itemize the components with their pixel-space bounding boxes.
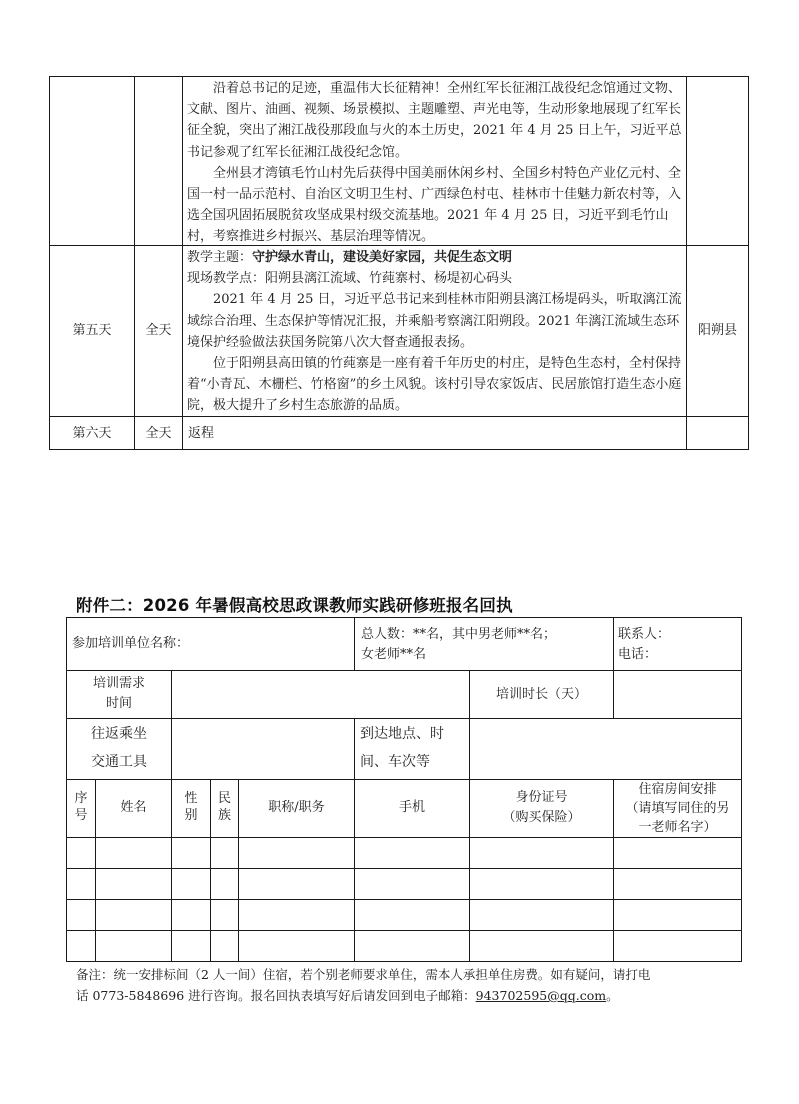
table-border-bottom (66, 961, 742, 962)
col-room-3: 一老师名字） (638, 820, 717, 835)
training-time-label-1: 培训需求 (92, 676, 145, 691)
note-line-1: 备注：统一安排标间（2 人一间）住宿，若个别老师要求单住，需本人承担单住房费。如有疑问，请打电 (76, 967, 651, 982)
col-ethnicity-2: 族 (217, 808, 231, 823)
column-divider (354, 718, 355, 780)
day5-location: 阳朔县 (697, 323, 737, 338)
column-divider (686, 76, 687, 450)
note-line-2-end: 。 (606, 988, 619, 1003)
table-border-top (66, 617, 742, 618)
arrival-input[interactable] (471, 720, 740, 778)
paragraph: 2021 年 4 月 25 日，习近平总书记来到桂林市阳朔县漓江杨堤码头，听取漓江流域综合治理、生态保护等情况汇报，并乘船考察漓江阳朔段。2021 年漓江流域生态环境保护经验做法获国务院第八次大督查通报表扬。 (187, 292, 682, 350)
theme-label: 教学主题： (187, 250, 253, 265)
col-seq-2: 号 (74, 808, 88, 823)
col-gender (172, 790, 210, 824)
transport-input[interactable] (173, 720, 353, 778)
table-row[interactable] (67, 870, 741, 899)
duration-input[interactable] (615, 672, 740, 717)
table-border-bottom (49, 449, 749, 450)
col-room-2: （请填写同住的另 (625, 801, 730, 816)
headcount-line-2: 女老师**名 (361, 647, 427, 662)
table-row[interactable] (67, 932, 741, 961)
form-title: 附件二：2026 年暑假高校思政课教师实践研修班报名回执 (76, 596, 513, 615)
day6-time: 全天 (145, 426, 172, 441)
contact-field[interactable]: 联系人： (618, 627, 671, 642)
training-time-input[interactable] (173, 672, 468, 717)
continued-row-content (187, 78, 683, 248)
table-row[interactable] (67, 839, 741, 868)
day5-content (187, 247, 683, 417)
col-title: 职称/职务 (268, 800, 325, 815)
arrival-label-1: 到达地点、时 (360, 726, 444, 742)
col-gender-1: 性 (184, 791, 198, 806)
paragraph: 全州县才湾镇毛竹山村先后获得中国美丽休闲乡村、全国乡村特色产业亿元村、全国一村一品示范村、自治区文明卫生村、广西绿色村屯、桂林市十佳魅力新农村等，入选全国巩固拓展脱贫攻坚成果村级交流基地。2021 年 4 月 25 日，习近平到毛竹山村，考察推进乡村振兴、基层治理等情况。 (187, 165, 682, 245)
col-seq (67, 790, 95, 824)
form-note (76, 964, 746, 1006)
arrival-label-2: 间、车次等 (360, 754, 430, 770)
training-time-label-2: 时间 (105, 696, 132, 711)
col-gender-2: 别 (184, 808, 198, 823)
teaching-sites: 现场教学点：阳朔县漓江流域、竹莼寨村、杨堤初心码头 (187, 271, 513, 287)
table-border-left (49, 76, 50, 450)
table-row[interactable] (67, 901, 741, 930)
day5-day: 第五天 (72, 323, 112, 338)
note-line-2-text: 话 0773-5848696 进行咨询。报名回执表填写好后请发回到电子邮箱： (76, 988, 476, 1003)
col-seq-1: 序 (74, 791, 88, 806)
day6-day: 第六天 (72, 426, 112, 441)
day5-time: 全天 (145, 323, 172, 338)
paragraph: 沿着总书记的足迹，重温伟大长征精神！全州红军长征湘江战役纪念馆通过文物、文献、图片、油画、视频、场景模拟、主题雕塑、声光电等，生动形象地展现了红军长征全貌，突出了湘江战役那段血与火的本土历史，2021 年 4 月 25 日上午，习近平总书记参观了红军长征湘江战役纪念馆。 (187, 81, 682, 160)
day6-content: 返程 (188, 426, 215, 441)
col-ethnicity-1: 民 (217, 791, 231, 806)
duration-label: 培训时长（天） (495, 687, 587, 702)
column-divider (134, 76, 135, 450)
email-link[interactable]: 943702595@qq.com (475, 988, 607, 1003)
note-line-2 (76, 985, 746, 1006)
col-mobile: 手机 (398, 800, 425, 815)
col-id-1: 身份证号 (515, 790, 568, 805)
unit-name-field[interactable]: 参加培训单位名称： (72, 636, 190, 651)
transport-label-1: 往返乘坐 (91, 726, 147, 742)
column-divider (182, 76, 183, 450)
phone-field[interactable]: 电话： (618, 647, 658, 662)
col-ethnicity (211, 790, 238, 824)
column-divider (354, 617, 355, 671)
theme-text: 守护绿水青山，建设美好家园，共促生态文明 (252, 250, 513, 265)
col-id-2: （购买保险） (502, 810, 581, 825)
headcount-line-1: 总人数：**名，其中男老师**名； (361, 627, 557, 642)
table-border-right (748, 76, 749, 450)
teaching-theme (187, 247, 683, 268)
transport-label-2: 交通工具 (91, 754, 147, 770)
paragraph: 位于阳朔县高田镇的竹莼寨是一座有着千年历史的村庄，是特色生态村，全村保持着“小青瓦、木栅栏、竹格窗”的乡土风貌。该村引导农家饭店、民居旅馆打造生态小庭院，极大提升了乡村生态旅游的品质。 (187, 356, 682, 414)
col-room-1: 住宿房间安排 (638, 782, 717, 797)
column-divider (613, 617, 614, 671)
col-name: 姓名 (120, 800, 147, 815)
table-border-right (741, 617, 742, 962)
